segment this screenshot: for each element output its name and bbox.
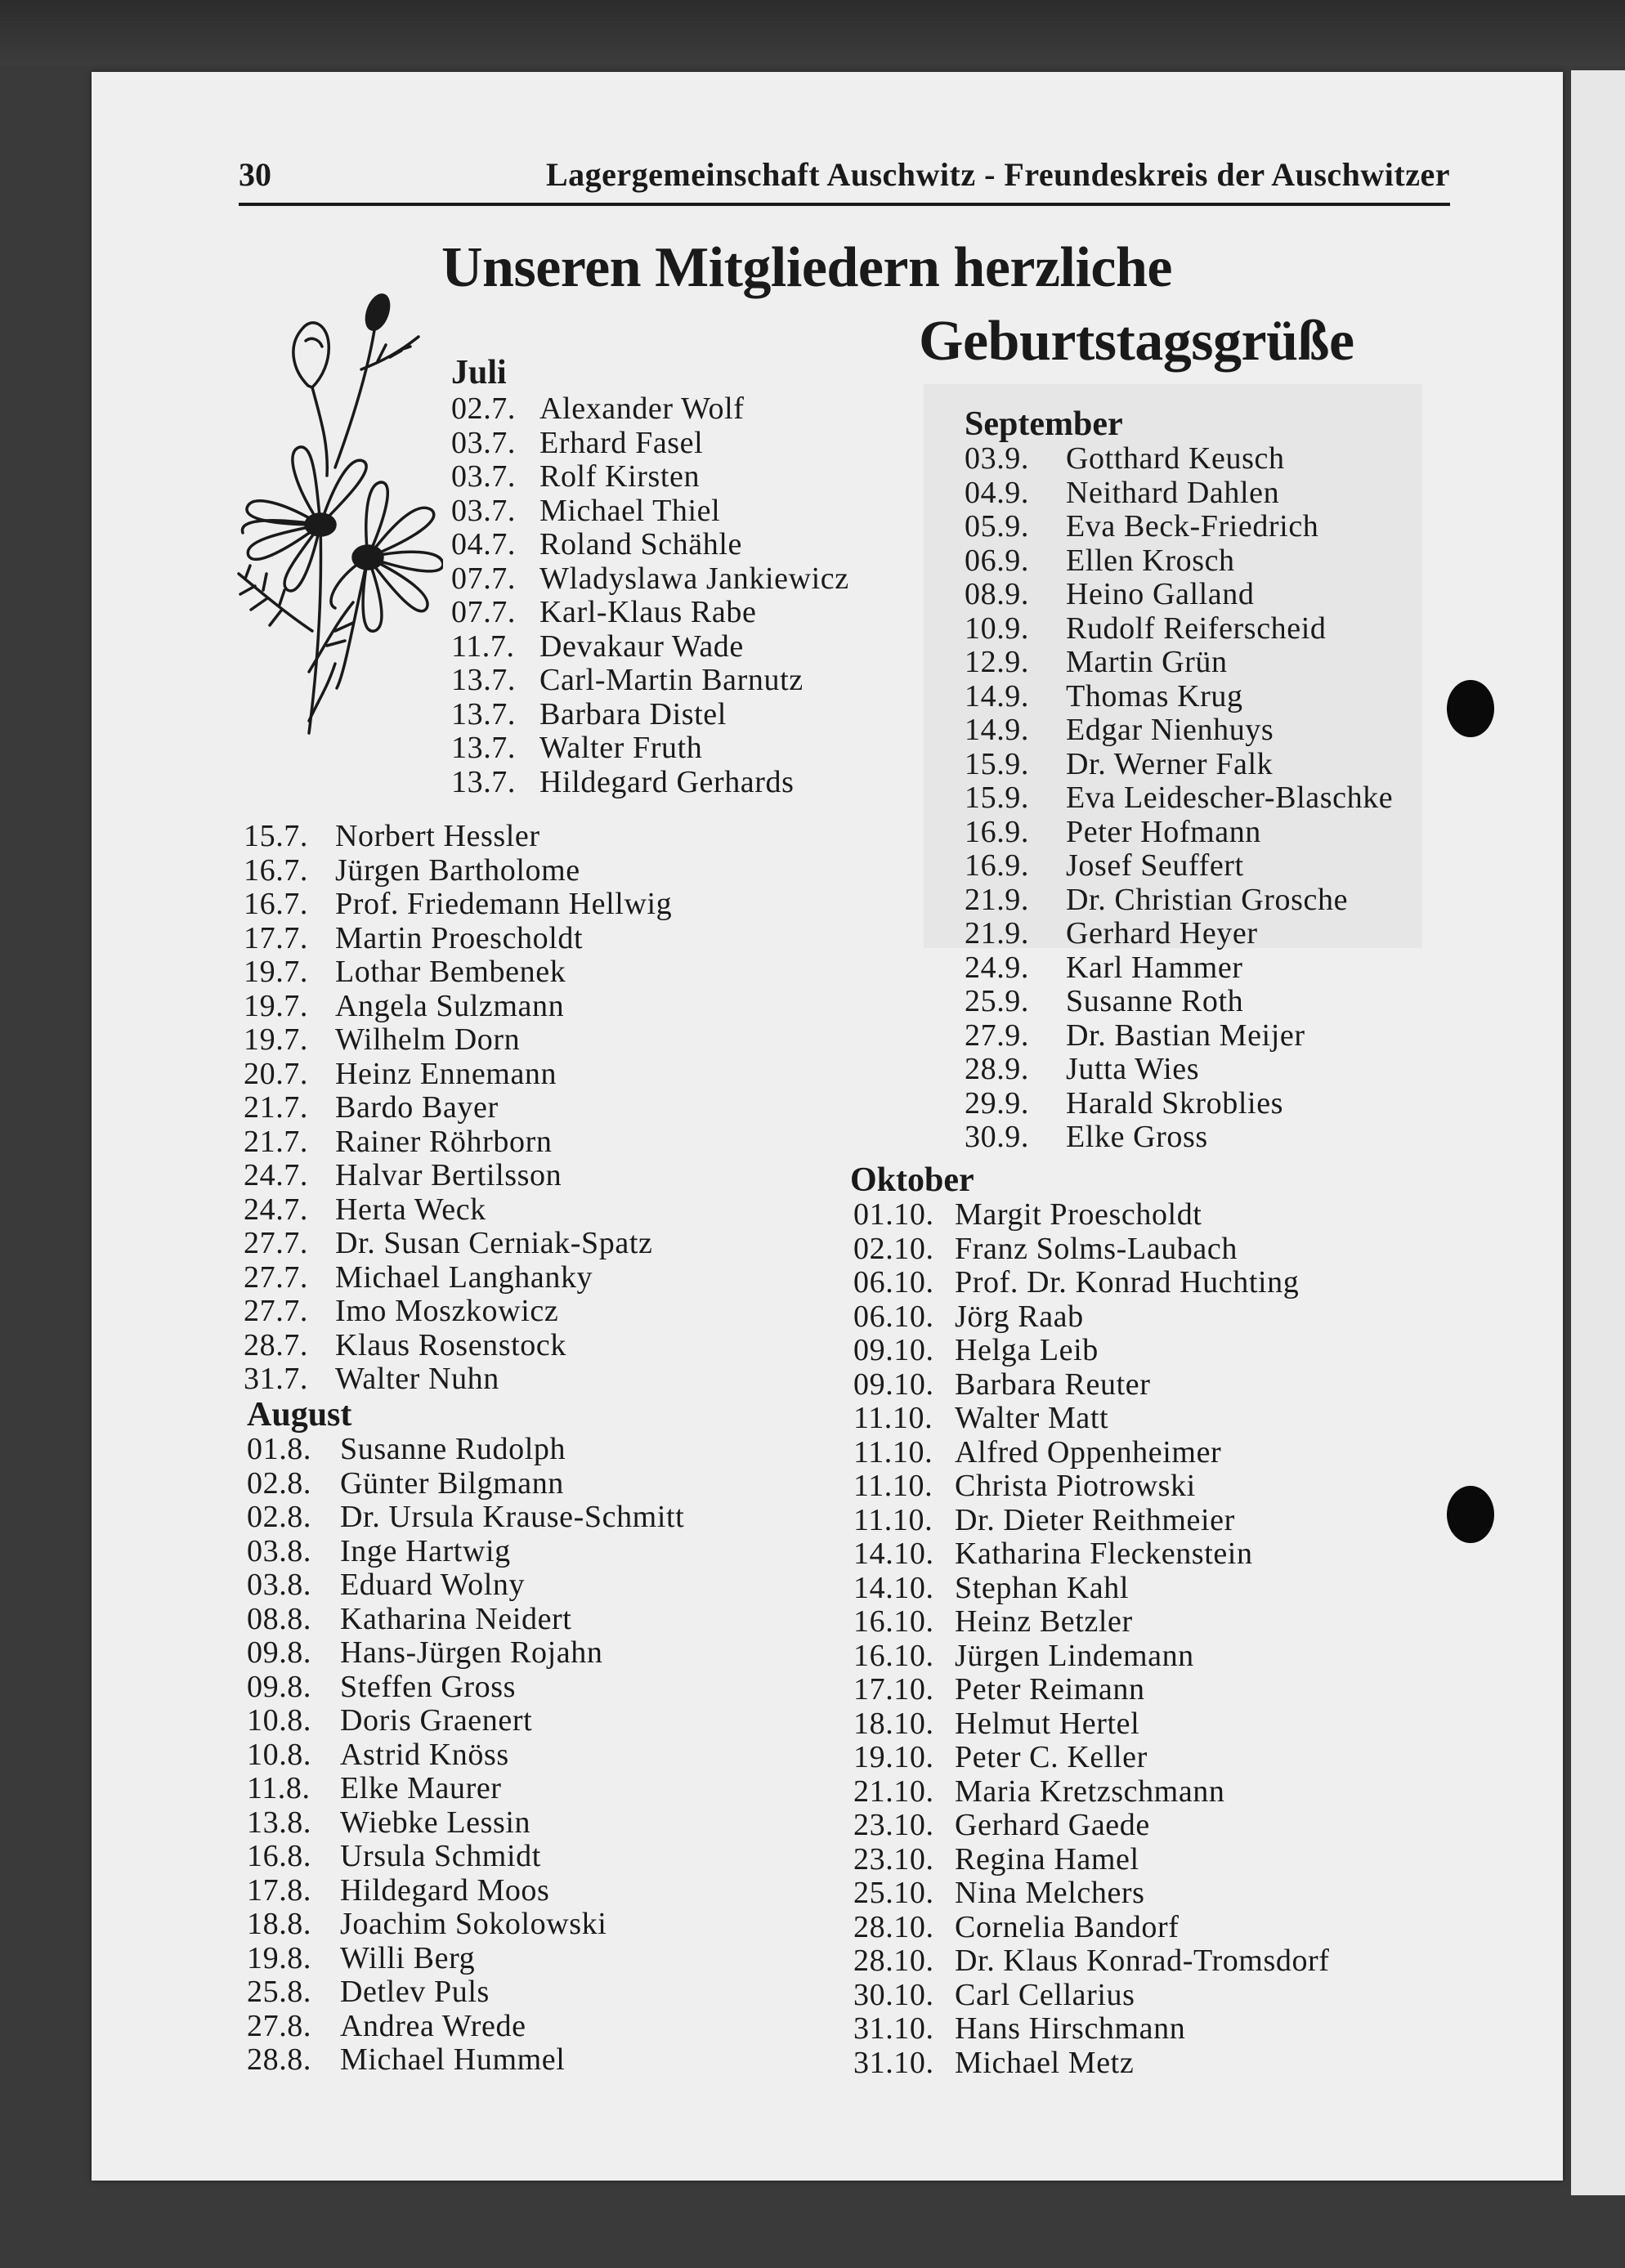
punch-hole (1447, 680, 1494, 737)
birthday-date: 25.8. (247, 1975, 311, 2009)
birthday-date: 17.10. (853, 1672, 934, 1707)
member-name: Heinz Betzler (955, 1604, 1133, 1639)
member-name: Rudolf Reiferscheid (1066, 611, 1327, 646)
birthday-date: 14.9. (965, 678, 1029, 714)
member-name: Hans-Jürgen Rojahn (340, 1635, 603, 1670)
member-name: Franz Solms-Laubach (955, 1231, 1238, 1266)
member-name: Susanne Roth (1066, 984, 1244, 1018)
birthday-date: 18.10. (853, 1706, 934, 1741)
birthday-date: 09.10. (853, 1333, 934, 1367)
birthday-date: 16.10. (853, 1604, 934, 1639)
member-name: Carl Cellarius (955, 1977, 1135, 2012)
next-page-edge (1571, 70, 1625, 2195)
birthday-date: 27.7. (244, 1294, 308, 1328)
member-name: Martin Proescholdt (335, 920, 584, 955)
birthday-date: 07.7. (451, 561, 516, 596)
member-name: Roland Schähle (539, 527, 742, 561)
member-name: Lothar Bembenek (335, 955, 566, 989)
member-name: Dr. Susan Cerniak-Spatz (335, 1226, 653, 1260)
member-name: Helmut Hertel (955, 1706, 1140, 1741)
member-name: Hildegard Gerhards (539, 764, 795, 799)
birthday-date: 16.8. (247, 1839, 311, 1873)
member-name: Barbara Distel (539, 696, 727, 731)
member-name: Heino Galland (1066, 577, 1255, 611)
member-name: Michael Hummel (340, 2042, 566, 2077)
member-name: Gerhard Gaede (955, 1808, 1150, 1842)
member-name: Eduard Wolny (340, 1568, 526, 1602)
member-name: Katharina Neidert (340, 1601, 572, 1636)
birthday-date: 21.10. (853, 1774, 934, 1809)
birthday-date: 19.7. (244, 955, 308, 989)
birthday-date: 27.7. (244, 1259, 308, 1295)
header-rule (239, 203, 1450, 206)
member-name: Walter Nuhn (335, 1362, 499, 1396)
birthday-date: 19.10. (853, 1740, 934, 1774)
member-name: Karl Hammer (1066, 950, 1243, 985)
member-name: Christa Piotrowski (955, 1469, 1196, 1503)
member-name: Hans Hirschmann (955, 2011, 1186, 2046)
member-name: Rolf Kirsten (539, 459, 701, 494)
birthday-date: 02.8. (247, 1465, 311, 1501)
birthday-date: 06.10. (853, 1299, 934, 1334)
member-name: Helga Leib (955, 1333, 1099, 1367)
member-name: Astrid Knöss (340, 1737, 509, 1772)
member-name: Imo Moszkowicz (335, 1294, 559, 1328)
member-name: Peter C. Keller (955, 1740, 1148, 1774)
member-name: Devakaur Wade (539, 629, 744, 664)
birthday-date: 07.7. (451, 595, 516, 629)
member-name: Doris Graenert (340, 1703, 533, 1738)
member-name: Jörg Raab (955, 1299, 1084, 1334)
birthday-date: 09.10. (853, 1367, 934, 1402)
birthday-date: 30.10. (853, 1977, 934, 2012)
birthday-date: 10.8. (247, 1737, 311, 1772)
birthday-date: 17.8. (247, 1872, 311, 1908)
member-name: Eva Leidescher-Blaschke (1066, 781, 1394, 815)
birthday-date: 13.7. (451, 731, 516, 765)
member-name: Klaus Rosenstock (335, 1327, 566, 1362)
birthday-date: 31.10. (853, 2045, 934, 2080)
member-name: Walter Fruth (539, 731, 703, 765)
birthday-date: 03.7. (451, 425, 516, 460)
birthday-date: 02.7. (451, 391, 516, 426)
birthday-date: 24.7. (244, 1192, 308, 1227)
birthday-date: 10.9. (965, 611, 1029, 646)
member-name: Gerhard Heyer (1066, 916, 1258, 951)
member-name: Bardo Bayer (335, 1090, 499, 1125)
member-name: Angela Sulzmann (335, 988, 565, 1023)
member-name: Peter Reimann (955, 1672, 1145, 1707)
birthday-date: 18.8. (247, 1907, 311, 1941)
birthday-date: 04.9. (965, 475, 1029, 510)
birthday-date: 21.9. (965, 916, 1029, 951)
page-title-line2: Geburtstagsgrüße (919, 310, 1354, 373)
birthday-date: 03.7. (451, 459, 516, 494)
member-name: Maria Kretzschmann (955, 1774, 1225, 1809)
birthday-date: 31.7. (244, 1362, 308, 1396)
member-name: Susanne Rudolph (340, 1432, 566, 1466)
member-name: Josef Seuffert (1066, 848, 1244, 883)
birthday-date: 11.10. (853, 1401, 933, 1435)
member-name: Jutta Wies (1066, 1052, 1200, 1086)
member-name: Hildegard Moos (340, 1872, 550, 1908)
birthday-date: 09.8. (247, 1669, 311, 1704)
birthday-date: 10.8. (247, 1703, 311, 1738)
birthday-date: 16.9. (965, 848, 1029, 883)
birthday-date: 19.7. (244, 1022, 308, 1057)
page-number: 30 (239, 156, 271, 193)
birthday-date: 20.7. (244, 1056, 308, 1091)
member-name: Inge Hartwig (340, 1533, 511, 1568)
birthday-date: 19.8. (247, 1940, 311, 1975)
birthday-date: 13.7. (451, 764, 516, 799)
member-name: Günter Bilgmann (340, 1465, 564, 1501)
member-name: Dr. Christian Grosche (1066, 882, 1349, 917)
member-name: Michael Thiel (539, 493, 721, 528)
birthday-date: 14.10. (853, 1570, 934, 1605)
birthday-date: 06.10. (853, 1265, 934, 1300)
member-name: Detlev Puls (340, 1975, 490, 2009)
member-name: Wiebke Lessin (340, 1805, 531, 1840)
member-name: Andrea Wrede (340, 2008, 526, 2043)
member-name: Michael Langhanky (335, 1259, 593, 1295)
birthday-date: 11.8. (247, 1771, 311, 1805)
member-name: Rainer Röhrborn (335, 1124, 553, 1159)
birthday-date: 01.10. (853, 1197, 934, 1232)
birthday-date: 23.10. (853, 1808, 934, 1842)
birthday-date: 03.7. (451, 493, 516, 528)
birthday-date: 16.10. (853, 1638, 934, 1673)
member-name: Dr. Ursula Krause-Schmitt (340, 1500, 685, 1534)
birthday-date: 24.7. (244, 1158, 308, 1192)
birthday-date: 02.8. (247, 1500, 311, 1534)
member-name: Katharina Fleckenstein (955, 1537, 1253, 1571)
birthday-date: 11.10. (853, 1502, 933, 1537)
birthday-date: 21.9. (965, 882, 1029, 917)
birthday-date: 28.10. (853, 1909, 934, 1944)
member-name: Michael Metz (955, 2045, 1135, 2080)
month-heading-juli: Juli (451, 354, 507, 391)
birthday-date: 29.9. (965, 1085, 1029, 1121)
member-name: Prof. Friedemann Hellwig (335, 887, 673, 921)
member-name: Steffen Gross (340, 1669, 517, 1704)
birthday-date: 12.9. (965, 645, 1029, 679)
member-name: Peter Hofmann (1066, 814, 1261, 849)
member-name: Erhard Fasel (539, 425, 704, 460)
member-name: Margit Proescholdt (955, 1197, 1202, 1232)
member-name: Willi Berg (340, 1940, 476, 1975)
birthday-date: 13.7. (451, 663, 516, 697)
member-name: Dr. Bastian Meijer (1066, 1018, 1305, 1053)
member-name: Jürgen Bartholome (335, 852, 580, 888)
member-name: Joachim Sokolowski (340, 1907, 607, 1941)
punch-hole (1447, 1486, 1494, 1543)
member-name: Martin Grün (1066, 645, 1228, 679)
birthday-date: 16.7. (244, 852, 308, 888)
member-name: Elke Maurer (340, 1771, 502, 1805)
flower-illustration (231, 280, 443, 737)
birthday-date: 13.7. (451, 696, 516, 731)
month-heading-september: September (965, 405, 1123, 443)
member-name: Karl-Klaus Rabe (539, 595, 757, 629)
member-name: Herta Weck (335, 1192, 486, 1227)
birthday-date: 09.8. (247, 1635, 311, 1670)
page-title-line1: Unseren Mitgliedern herzliche (441, 236, 1172, 299)
member-name: Gotthard Keusch (1066, 441, 1285, 476)
month-heading-oktober: Oktober (850, 1161, 974, 1199)
member-name: Neithard Dahlen (1066, 475, 1280, 510)
member-name: Cornelia Bandorf (955, 1909, 1180, 1944)
member-name: Jürgen Lindemann (955, 1638, 1194, 1673)
birthday-date: 15.7. (244, 819, 308, 853)
month-heading-august: August (247, 1396, 352, 1434)
member-name: Eva Beck-Friedrich (1066, 509, 1319, 544)
member-name: Thomas Krug (1066, 678, 1243, 714)
member-name: Wilhelm Dorn (335, 1022, 521, 1057)
birthday-date: 11.7. (451, 629, 515, 664)
birthday-date: 21.7. (244, 1124, 308, 1159)
birthday-date: 14.10. (853, 1537, 934, 1571)
birthday-date: 11.10. (853, 1469, 933, 1503)
member-name: Stephan Kahl (955, 1570, 1129, 1605)
member-name: Edgar Nienhuys (1066, 713, 1274, 747)
birthday-date: 17.7. (244, 920, 308, 955)
birthday-date: 13.8. (247, 1805, 311, 1840)
birthday-date: 15.9. (965, 781, 1029, 815)
birthday-date: 27.9. (965, 1018, 1029, 1053)
birthday-date: 03.8. (247, 1568, 311, 1602)
scanner-background (0, 0, 1625, 65)
birthday-date: 28.7. (244, 1327, 308, 1362)
birthday-date: 02.10. (853, 1231, 934, 1266)
birthday-date: 27.7. (244, 1226, 308, 1260)
birthday-date: 14.9. (965, 713, 1029, 747)
birthday-date: 28.8. (247, 2042, 311, 2077)
member-name: Norbert Hessler (335, 819, 540, 853)
birthday-date: 25.10. (853, 1876, 934, 1910)
birthday-date: 05.9. (965, 509, 1029, 544)
birthday-date: 23.10. (853, 1841, 934, 1877)
birthday-date: 28.9. (965, 1052, 1029, 1086)
birthday-date: 28.10. (853, 1944, 934, 1978)
member-name: Ellen Krosch (1066, 543, 1235, 578)
member-name: Heinz Ennemann (335, 1056, 557, 1091)
birthday-date: 06.9. (965, 543, 1029, 578)
member-name: Barbara Reuter (955, 1367, 1151, 1402)
member-name: Ursula Schmidt (340, 1839, 541, 1873)
member-name: Dr. Werner Falk (1066, 746, 1274, 781)
member-name: Halvar Bertilsson (335, 1158, 562, 1192)
running-title: Lagergemeinschaft Auschwitz - Freundeskreis der Auschwitzer (545, 156, 1450, 193)
birthday-date: 16.7. (244, 887, 308, 921)
member-name: Walter Matt (955, 1401, 1109, 1435)
member-name: Dr. Klaus Konrad-Tromsdorf (955, 1944, 1330, 1978)
birthday-date: 16.9. (965, 814, 1029, 849)
birthday-date: 15.9. (965, 746, 1029, 781)
member-name: Wladyslawa Jankiewicz (539, 561, 849, 596)
birthday-date: 03.9. (965, 441, 1029, 476)
member-name: Carl-Martin Barnutz (539, 663, 804, 697)
member-name: Nina Melchers (955, 1876, 1145, 1910)
birthday-date: 01.8. (247, 1432, 311, 1466)
member-name: Alfred Oppenheimer (955, 1434, 1222, 1470)
birthday-date: 31.10. (853, 2011, 934, 2046)
birthday-date: 30.9. (965, 1120, 1029, 1154)
member-name: Harald Skroblies (1066, 1085, 1284, 1121)
birthday-date: 04.7. (451, 527, 516, 561)
birthday-date: 08.9. (965, 577, 1029, 611)
member-name: Elke Gross (1066, 1120, 1208, 1154)
birthday-date: 24.9. (965, 950, 1029, 985)
member-name: Regina Hamel (955, 1841, 1139, 1877)
birthday-date: 21.7. (244, 1090, 308, 1125)
birthday-date: 03.8. (247, 1533, 311, 1568)
birthday-date: 25.9. (965, 984, 1029, 1018)
member-name: Alexander Wolf (539, 391, 745, 426)
birthday-date: 27.8. (247, 2008, 311, 2043)
birthday-date: 19.7. (244, 988, 308, 1023)
birthday-date: 11.10. (853, 1434, 933, 1470)
member-name: Dr. Dieter Reithmeier (955, 1502, 1235, 1537)
member-name: Prof. Dr. Konrad Huchting (955, 1265, 1300, 1300)
birthday-date: 08.8. (247, 1601, 311, 1636)
